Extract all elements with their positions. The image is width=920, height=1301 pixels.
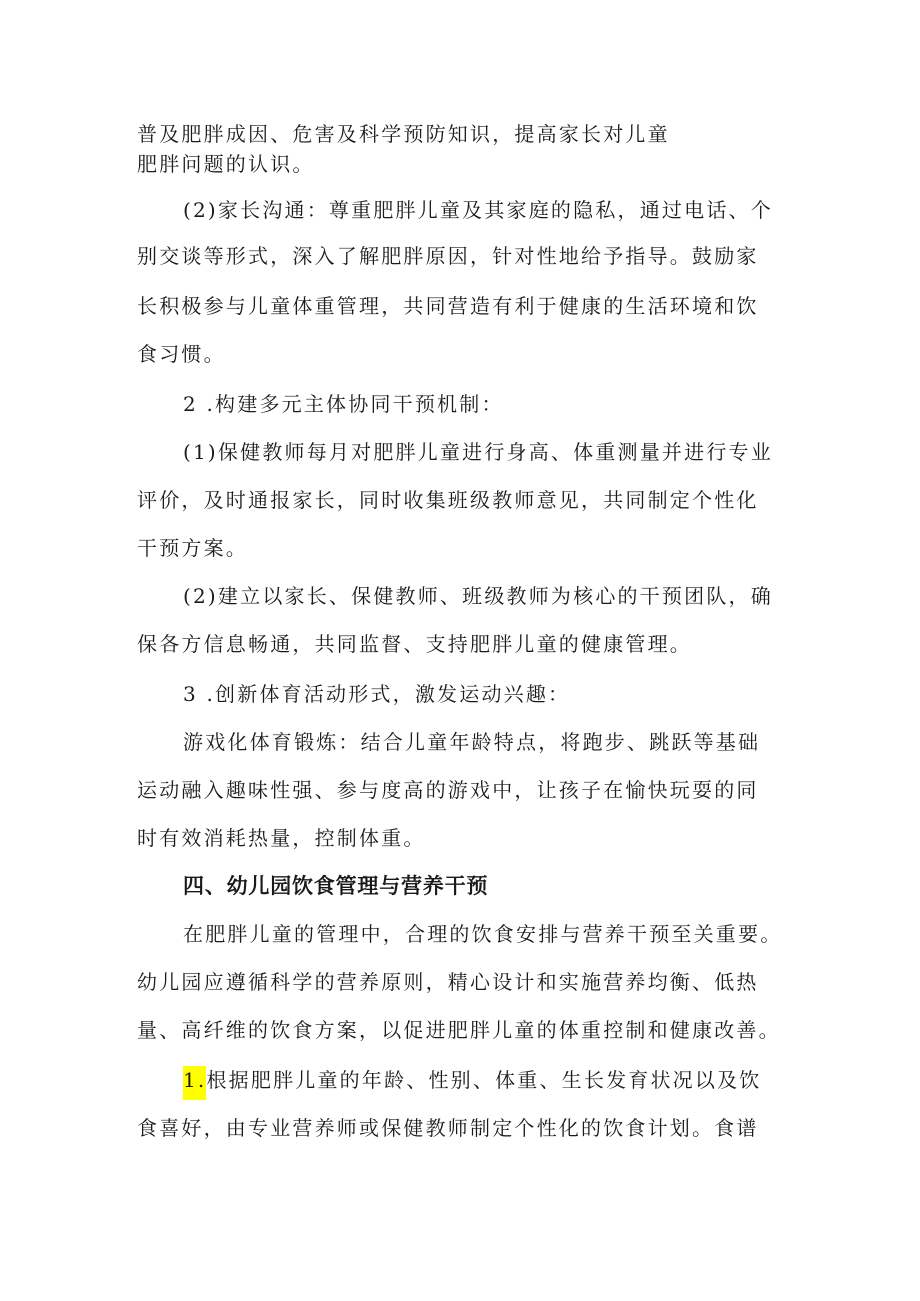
- paragraph-line: 时有效消耗热量，控制体重。: [137, 826, 426, 850]
- paragraph-line: 肥胖问题的认识。: [137, 152, 315, 176]
- paragraph-line: 在肥胖儿童的管理中，合理的饮食安排与营养干预至关重要。: [183, 922, 783, 946]
- paragraph-line: 普及肥胖成因、危害及科学预防知识，提高家长对儿童: [137, 122, 670, 146]
- section-heading: 四、幼儿园饮食管理与营养干预: [183, 874, 489, 898]
- paragraph-line: 评价，及时通报家长，同时收集班级教师意见，共同制定个性化: [137, 488, 759, 512]
- paragraph-text: 根据肥胖儿童的年龄、性别、体重、生长发育状况以及饮: [206, 1068, 762, 1092]
- highlight-marker: 1.: [183, 1066, 206, 1100]
- paragraph-line: 长积极参与儿童体重管理，共同营造有利于健康的生活环境和饮: [137, 294, 759, 318]
- paragraph-line: (2)家长沟通：尊重肥胖儿童及其家庭的隐私，通过电话、个: [183, 198, 773, 222]
- paragraph-line: 食习惯。: [137, 342, 226, 366]
- paragraph-line: 运动融入趣味性强、参与度高的游戏中，让孩子在愉快玩耍的同: [137, 778, 759, 802]
- paragraph-line: 别交谈等形式，深入了解肥胖原因，针对性地给予指导。鼓励家: [137, 244, 759, 268]
- paragraph-line: 食喜好，由专业营养师或保健教师制定个性化的饮食计划。食谱: [137, 1116, 759, 1140]
- paragraph-line: 干预方案。: [137, 536, 248, 560]
- list-heading: 2 .构建多元主体协同干预机制：: [183, 392, 504, 416]
- list-heading: 3 .创新体育活动形式，激发运动兴趣：: [183, 682, 571, 706]
- paragraph-line: (2)建立以家长、保健教师、班级教师为核心的干预团队，确: [183, 584, 773, 608]
- paragraph-line: 幼儿园应遵循科学的营养原则，精心设计和实施营养均衡、低热: [137, 970, 759, 994]
- paragraph-line: 量、高纤维的饮食方案，以促进肥胖儿童的体重控制和健康改善。: [137, 1018, 781, 1042]
- paragraph-line: 游戏化体育锻炼：结合儿童年龄特点，将跑步、跳跃等基础: [183, 730, 761, 754]
- highlighted-paragraph-line: [183, 1068, 761, 1092]
- paragraph-line: 保各方信息畅通，共同监督、支持肥胖儿童的健康管理。: [137, 632, 692, 656]
- paragraph-line: (1)保健教师每月对肥胖儿童进行身高、体重测量并进行专业: [183, 440, 773, 464]
